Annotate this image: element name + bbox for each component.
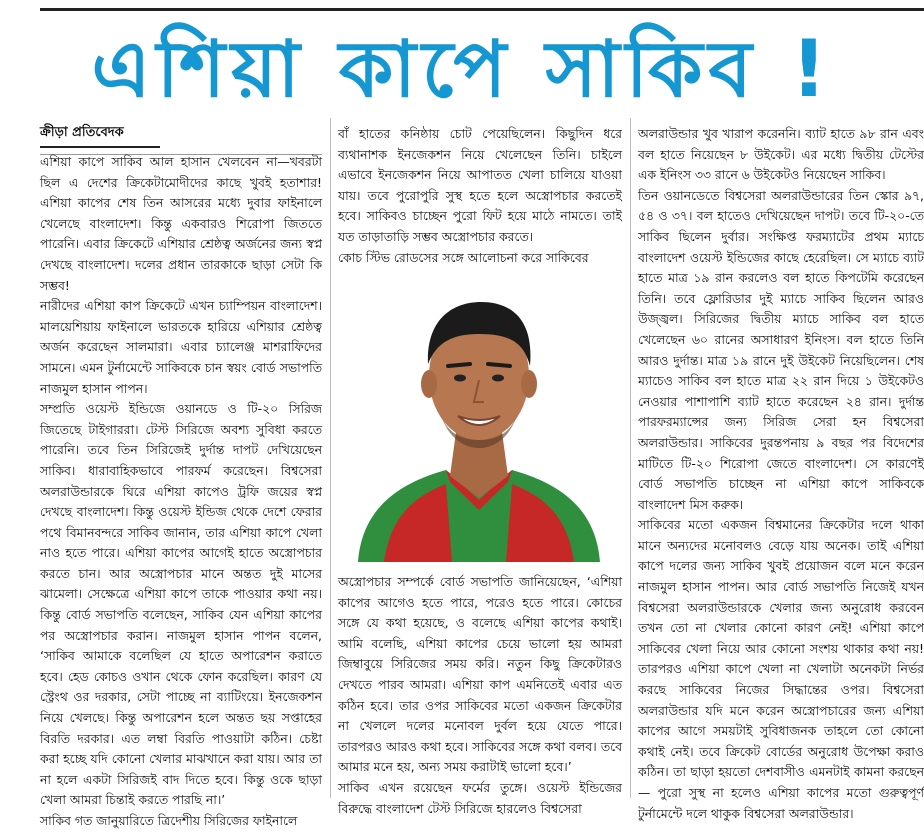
- paragraph: সাকিব এখন রয়েছেন ফর্মের তুঙ্গে। ওয়েস্ট ইন্ডিজের বিরুদ্ধে বাংলাদেশ টেস্ট সিরিজে হারলেও বিশ্বসেরা: [338, 779, 622, 816]
- paragraph: তিন ওয়ানডেতে বিশ্বসেরা অলরাউন্ডারের তিন স্কোর ৯৭, ৫৪ ও ৩৭। বল হাতেও দেখিয়েছেন দাপট। তবে টি-২০-তে সাকিব ছিলেন দুর্বার। সংক্ষিপ্ত ফরম্যাটের প্রথম ম্যাচে বাংলাদেশ ওয়েস্ট ইন্ডিজের কাছে হেরেছিল। সে ম্যাচে ব্যাট হাতে মাত্র ১৯ রান করলেও বল হাতে কিপটেমি করেছেন তিনি। তবে ফ্লোরিডার দুই ম্যাচে সাকিব ছিলেন আরও উজ্জ্বল। সিরিজের দ্বিতীয় ম্যাচে সাকিব বল হাতে খেলেছেন ৬০ রানের অসাধারণ ইনিংস। বল হাতে তিনি আরও দুর্দান্ত। মাত্র ১৯ রানে দুই উইকেট নিয়েছিলেন। শেষ ম্যাচেও সাকিব বল হাতে মাত্র ২২ রান দিয়ে ১ উইকেটও নেওয়ার পাশাপাশি ব্যাট হাতে করেছেন ২৪ রান। দুর্দান্ত পারফরম্যান্সের জন্য সিরিজ সেরা হন বিশ্বসেরা অলরাউন্ডার। সাকিবের দুরন্তপনায় ৯ বছর পর বিদেশের মাটিতে টি-২০ শিরোপা জেতে বাংলাদেশ। সে কারণেই বোর্ড সভাপতি চাচ্ছেন না এশিয়া কাপে সাকিবকে বাংলাদেশ মিস করুক।: [638, 187, 924, 512]
- column-2-top: [338, 124, 622, 270]
- paragraph: বাঁ হাতের কনিষ্ঠায় চোট পেয়েছিলেন। কিছুদিন ধরে ব্যথানাশক ইনজেকশন নিয়ে খেলেছেন তিনি। চাইলে এভাবে ইনজেকশন নিয়ে আপাতত খেলা চালিয়ে যাওয়া যায়। তবে পুরোপুরি সুস্থ হতে হলে অস্ত্রোপচার করতেই হবে। সাকিবও চাচ্ছেন পুরো ফিট হয়ে মাঠে নামতে। তাই যত তাড়াতাড়ি সম্ভব অস্ত্রোপচার করতে।: [338, 126, 622, 244]
- headline: এশিয়া কাপে সাকিব !: [91, 25, 833, 115]
- paragraph: সাকিবের মতো একজন বিশ্বমানের ক্রিকেটার দলে থাকা মানে অন্যদের মনোবলও বেড়ে যায় অনেক। তাই এশিয়া কাপে দলের জন্য সাকিব খুবই প্রয়োজন বলে মনে করেন নাজমুল হাসান পাপন। আর বোর্ড সভাপতি নিজেই যখন বিশ্বসেরা অলরাউন্ডারকে খেলার জন্য অনুরোধ করবেন তখন তো না খেলার কোনো কারণ নেই! এশিয়া কাপে সাকিবের খেলা নিয়ে আর কোনো সংশয় থাকার কথা নয়! তারপরও এশিয়া কাপে খেলা না খেলাটা অনেকটা নির্ভর করছে সাকিবের নিজের সিদ্ধান্তের ওপর। বিশ্বসেরা অলরাউন্ডার যদি মনে করেন অস্ত্রোপচারের জন্য এশিয়া কাপের আগে সময়টাই সুবিধাজনক তাহলে তো কোনো কথাই নেই। তবে ক্রিকেট বোর্ডের অনুরোধ উপেক্ষা করাও কঠিন। তা ছাড়া হয়তো দেশবাসীও এমনটাই কামনা করছেন— পুরো সুস্থ না হলেও এশিয়া কাপের মতো গুরুত্বপূর্ণ টুর্নামেন্টে দলে থাকুক বিশ্বসেরা অলরাউন্ডার।: [638, 517, 924, 821]
- paragraph: অলরাউন্ডার খুব খারাপ করেননি। ব্যাট হাতে ৯৮ রান এবং বল হাতে নিয়েছেন ৮ উইকেট। এর মধ্যে দ্বিতীয় টেস্টের এক ইনিংস ৩৩ রানে ৬ উইকেটও নিয়েছেন সাকিব।: [638, 126, 924, 183]
- column-divider-1: [330, 118, 331, 798]
- byline-block: [40, 124, 322, 155]
- paragraph: নারীদের এশিয়া কাপ ক্রিকেটে এখন চ্যাম্পিয়ন বাংলাদেশ। মালয়েশিয়ায় ফাইনালে ভারতকে হারিয়ে এশিয়ার শ্রেষ্ঠত্ব অর্জন করেছেন সালমারা। এবার চ্যালেঞ্জ মাশরাফিদের সামনে। এমন টুর্নামেন্টে সাকিবকে চান স্বয়ং বোর্ড সভাপতি নাজমুল হাসান পাপন।: [40, 298, 322, 396]
- column-2-bottom: [338, 572, 622, 816]
- column-divider-2: [630, 118, 631, 798]
- paragraph: সম্প্রতি ওয়েস্ট ইন্ডিজে ওয়ানডে ও টি-২০ সিরিজ জিতেছে টাইগাররা। টেস্ট সিরিজে অবশ্য সুবিধা করতে পারেনি। তবে তিন সিরিজেই দুর্দান্ত দাপট দেখিয়েছেন সাকিব। ধারাবাহিকভাবে পারফর্ম করেছেন। বিশ্বসেরা অলরাউন্ডারকে ঘিরে এশিয়া কাপেও ট্রফি জয়ের স্বপ্ন দেখছে বাংলাদেশ। কিন্তু ওয়েস্ট ইন্ডিজ থেকে দেশে ফেরার পথে বিমানবন্দরে সাকিব জানান, তার এশিয়া কাপে খেলা নাও হতে পারে। এশিয়া কাপের আগেই হাতে অস্ত্রোপচার করতে চান। আর অস্ত্রোপচার মানে অন্তত দুই মাসের ঝামেলা। সেক্ষেত্রে এশিয়া কাপে তাকে পাওয়ার কথা নয়। কিন্তু বোর্ড সভাপতি বলেছেন, সাকিব যেন এশিয়া কাপের পর অস্ত্রোপচার করান। নাজমুল হাসান পাপন বলেন, ‘সাকিব আমাকে বলেছিল যে হাতে অপারেশন করাতে হবে। হেড কোচও ওখান থেকে ফোন করেছিল। কারণ যে স্ট্রেংথ ওর দরকার, সেটা পাচ্ছে না ব্যাটিংয়ে। ইনজেকশন নিয়ে খেলছে। কিন্তু অপারেশন হলে অন্তত ছয় সপ্তাহের বিরতি দরকার। এত লম্বা বিরতি পাওয়াটা কঠিন। চেষ্টা করা হচ্ছে যদি কোনো খেলার মাঝখানে করা যায়। আর তা না হলে একটা সিরিজই বাদ দিতে হবে। কিন্তু ওকে ছাড়া খেলা আমরা চিন্তাই করতে পারছি না।’: [40, 401, 322, 808]
- paragraph: কোচ স্টিভ রোডসের সঙ্গে আলোচনা করে সাকিবের: [338, 249, 589, 265]
- player-photo: [348, 272, 610, 562]
- byline: ক্রীড়া প্রতিবেদক: [40, 124, 160, 148]
- player-portrait-icon: [348, 272, 610, 562]
- paragraph: এশিয়া কাপে সাকিব আল হাসান খেলবেন না—খবরটা ছিল এ দেশের ক্রিকেটামোদীদের কাছে খুবই হতাশার! এশিয়া কাপের শেষ তিন আসরের মধ্যে দুবার ফাইনালে খেলেছে বাংলাদেশ। কিন্তু একবারও শিরোপা জিততে পারেনি। এবার ক্রিকেটে এশিয়ার শ্রেষ্ঠত্ব অর্জনের জন্য স্বপ্ন দেখছে বাংলাদেশ। দলের প্রধান তারকাকে ছাড়া সেটা কি সম্ভব!: [40, 154, 322, 293]
- paragraph: সাকিব গত জানুয়ারিতে ত্রিদেশীয় সিরিজের ফাইনালে: [40, 813, 298, 828]
- paragraph: অস্ত্রোপচার সম্পর্কে বোর্ড সভাপতি জানিয়েছেন, ‘এশিয়া কাপের আগেও হতে পারে, পরেও হতে পারে। কোচের সঙ্গে যে কথা হয়েছে, ও বলেছে এশিয়া কাপের কথাই। আমি বলেছি, এশিয়া কাপের চেয়ে ভালো হয় আমরা জিম্বাবুয়ে সিরিজের সময় করি। নতুন কিছু ক্রিকেটারও দেখতে পারব আমরা। এশিয়া কাপ এমনিতেই এবার এত কঠিন হবে। তার ওপর সাকিবের মতো একজন ক্রিকেটার না খেললে দলের মনোবল দুর্বল হয়ে যেতে পারে। তারপরও আরও কথা হবে। সাকিবের সঙ্গে কথা বলব। তবে আমার মনে হয়, অন্য সময় করাটাই ভালো হবে।’: [338, 574, 622, 775]
- column-1: [40, 152, 322, 828]
- top-rule: [40, 8, 924, 11]
- column-3: [638, 124, 924, 821]
